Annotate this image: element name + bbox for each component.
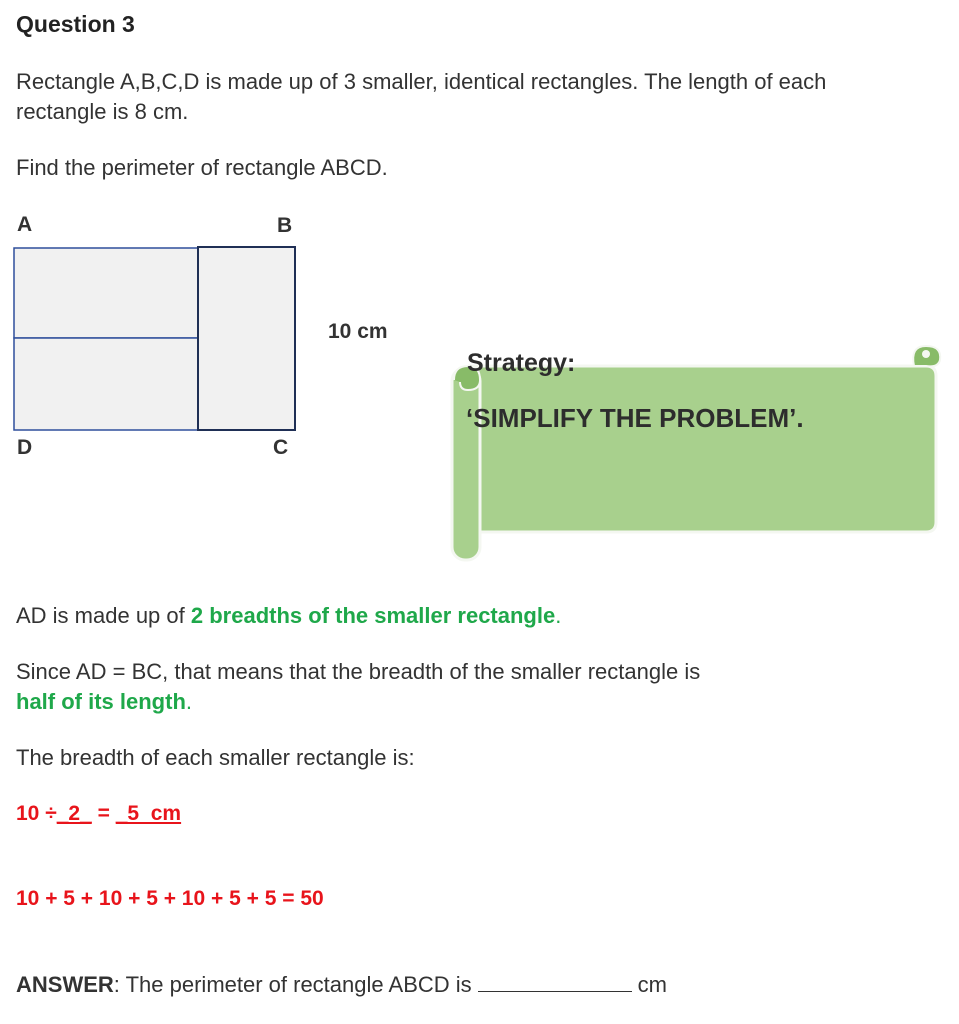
solution-line-ad	[16, 601, 561, 631]
question-line-2: rectangle is 8 cm.	[16, 99, 189, 124]
breadth-calculation	[16, 802, 181, 826]
solution-since-highlight-line	[16, 687, 192, 717]
answer-text: : The perimeter of rectangle ABCD is	[113, 972, 472, 997]
corner-label-b: B	[277, 214, 293, 237]
answer-unit: cm	[637, 972, 667, 997]
strategy-heading: Strategy:	[467, 349, 576, 377]
dimension-label: 10 cm	[328, 320, 388, 343]
small-rectangle-vertical	[198, 247, 295, 430]
strategy-banner	[448, 336, 948, 566]
corner-label-c: C	[273, 436, 289, 459]
strategy-text: ‘SIMPLIFY THE PROBLEM’.	[466, 403, 804, 433]
breadth-intro: The breadth of each smaller rectangle is:	[16, 745, 415, 770]
answer-blank[interactable]	[478, 971, 632, 992]
corner-label-a: A	[17, 213, 33, 236]
calc-divisor: _2_	[56, 802, 92, 825]
small-rectangle-top	[14, 248, 199, 338]
perimeter-sum: 10 + 5 + 10 + 5 + 10 + 5 + 5 = 50	[16, 887, 324, 910]
question-prompt: Find the perimeter of rectangle ABCD.	[16, 155, 388, 180]
solution-since-line: Since AD = BC, that means that the breadth of the smaller rectangle is	[16, 659, 701, 684]
ad-highlight: 2 breadths of the smaller rectangle	[190, 603, 556, 628]
answer-label: ANSWER	[16, 972, 114, 997]
corner-label-d: D	[17, 436, 33, 459]
rectangle-figure	[12, 245, 302, 435]
since-suffix: .	[185, 689, 193, 714]
since-highlight: half of its length	[16, 689, 186, 714]
question-line-1: Rectangle A,B,C,D is made up of 3 smaller, identical rectangles. The length of each	[16, 69, 827, 94]
calc-dividend: 10 ÷	[16, 802, 57, 825]
calc-equals: =	[91, 802, 116, 825]
calc-result: _5 cm	[115, 802, 182, 825]
small-rectangle-bottom	[14, 338, 199, 430]
ad-suffix: .	[555, 603, 562, 628]
ad-prefix: AD is made up of	[16, 603, 191, 628]
question-title: Question 3	[16, 11, 135, 37]
answer-line	[16, 970, 667, 1000]
